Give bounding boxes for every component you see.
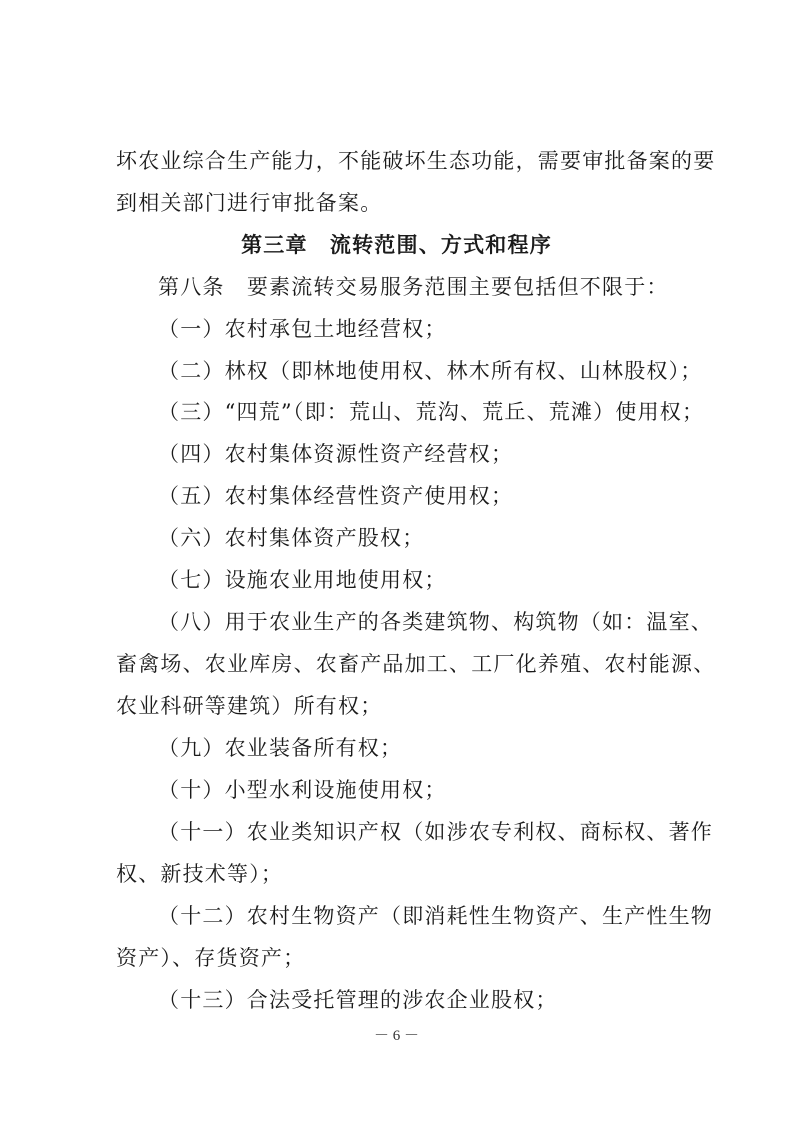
article-line [158,272,698,302]
list-item: （五）农村集体经营性资产使用权； [158,484,514,508]
article-number: 第八条 [158,275,225,299]
list-item-continuation: 畜禽场、农业库房、农畜产品加工、工厂化养殖、农村能源、 [116,652,716,676]
list-item: （四）农村集体资源性资产经营权； [158,442,514,466]
list-item: （六）农村集体资产股权； [158,526,425,550]
list-item: （三）“四荒”（即：荒山、荒沟、荒丘、荒滩）使用权； [158,400,705,424]
list-item: （十三）合法受托管理的涉农企业股权； [158,988,558,1012]
list-item: （十）小型水利设施使用权； [158,778,447,802]
list-item: （一）农村承包土地经营权； [158,317,447,341]
chapter-heading: 第三章 流转范围、方式和程序 [241,233,552,257]
list-item: （二）林权（即林地使用权、林木所有权、山林股权）； [158,359,703,383]
page-number: － 6 － [373,1028,419,1044]
article-text: 要素流转交易服务范围主要包括但不限于： [246,275,669,299]
list-item: （十一）农业类知识产权（如涉农专利权、商标权、著作 [158,820,713,844]
list-item-continuation: 农业科研等建筑）所有权； [116,694,383,718]
paragraph-line: 坏农业综合生产能力，不能破坏生态功能，需要审批备案的要 [116,149,716,173]
list-item: （七）设施农业用地使用权； [158,568,447,592]
list-item: （十二）农村生物资产（即消耗性生物资产、生产性生物 [158,904,713,928]
list-item-continuation: 资产）、存货资产； [116,946,306,970]
list-item: （八）用于农业生产的各类建筑物、构筑物（如：温室、 [158,610,713,634]
list-item: （九）农业装备所有权； [158,736,403,760]
paragraph-line: 到相关部门进行审批备案。 [116,191,383,215]
list-item-continuation: 权、新技术等）； [116,862,284,886]
